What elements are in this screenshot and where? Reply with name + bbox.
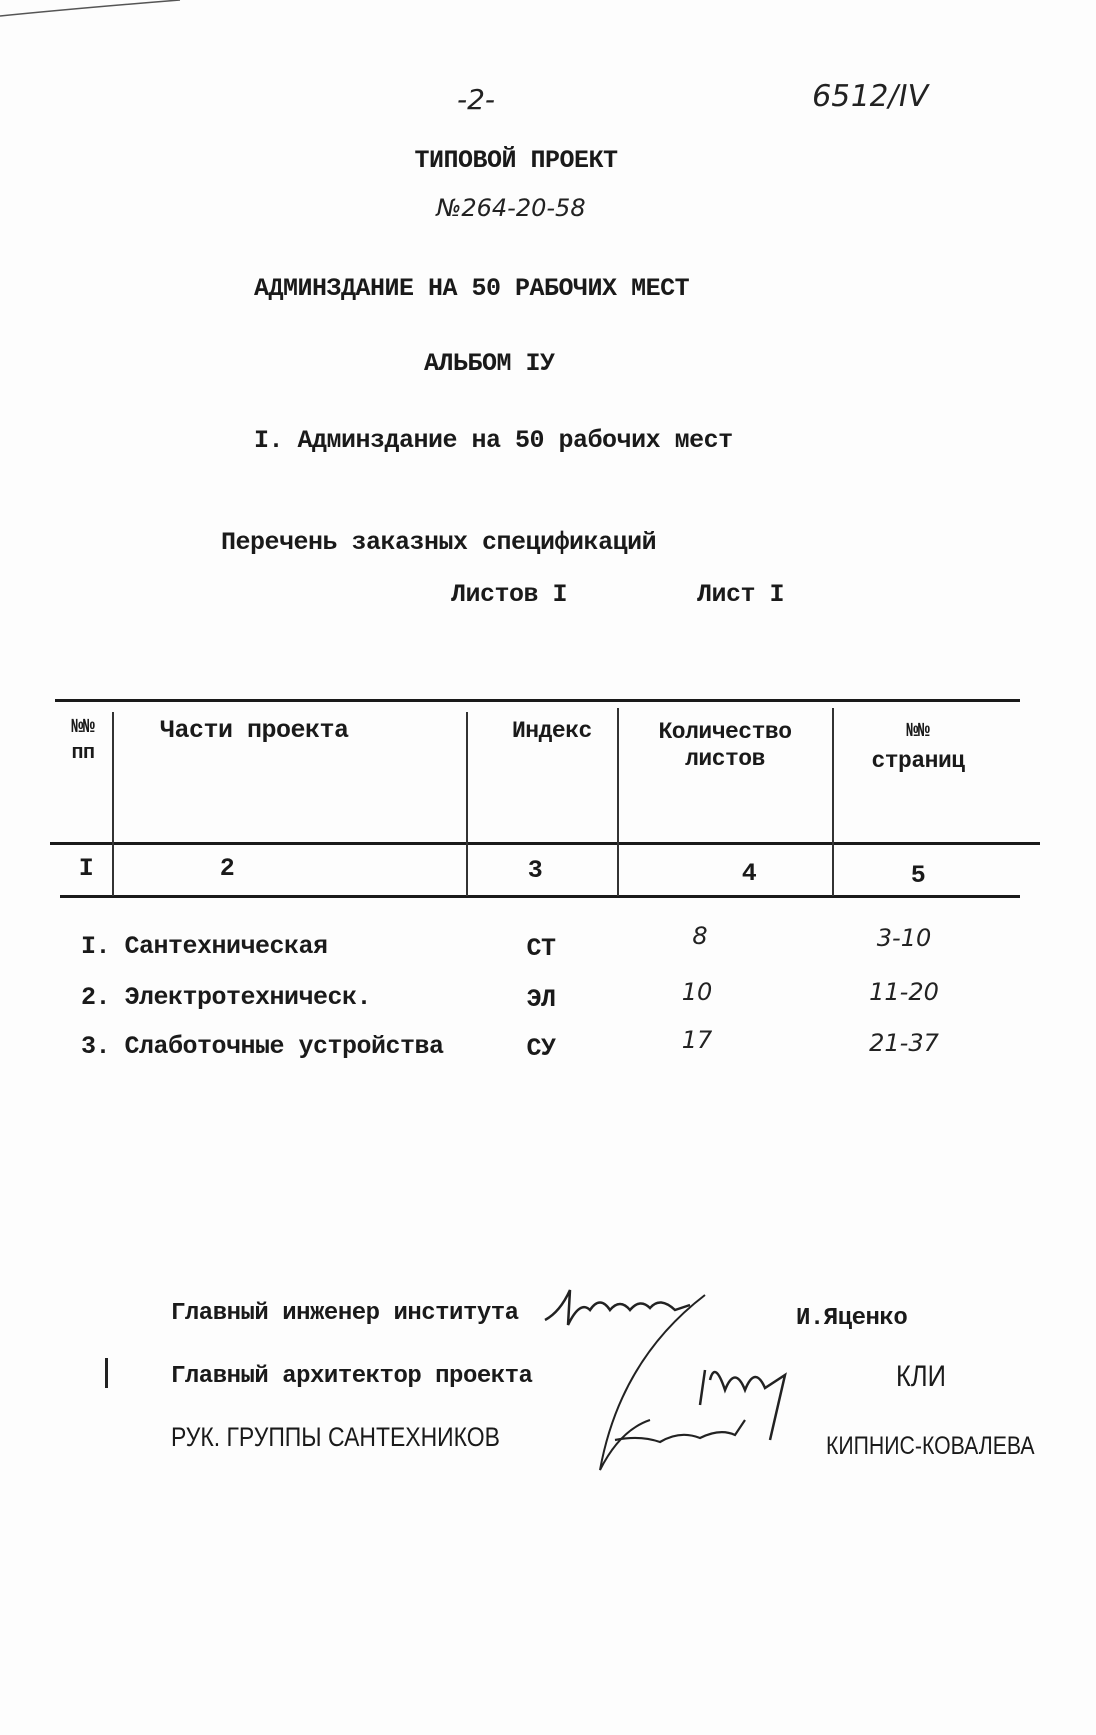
signature-role: Главный архитектор проекта (171, 1363, 533, 1390)
table-top-rule (55, 699, 1020, 702)
row-index: СУ (526, 1034, 556, 1063)
signature-name: КИПНИС-КОВАЛЕВА (826, 1432, 1035, 1460)
column-divider (466, 712, 468, 896)
header-num-line1: №№ (71, 716, 95, 739)
row-part: I. Сантехническая (81, 932, 328, 961)
column-number: 2 (219, 854, 235, 883)
section-title: I. Админздание на 50 рабочих мест (254, 426, 733, 455)
signature-name: КЛИ (896, 1360, 946, 1393)
header-pages-line1: №№ (906, 720, 930, 743)
header-num-line2: пп (71, 742, 95, 765)
row-part: 2. Электротехническ. (81, 983, 372, 1012)
page-number: -2- (456, 83, 496, 116)
row-sheets: 10 (681, 978, 713, 1006)
column-divider (832, 708, 834, 896)
margin-mark (105, 1358, 108, 1388)
header-pages-line2: страниц (871, 748, 965, 774)
signature-name: И.Яценко (796, 1305, 908, 1332)
archive-number: 6512/IV (809, 79, 932, 114)
list-title: Перечень заказных спецификаций (221, 528, 657, 557)
table-header-rule (50, 842, 1040, 845)
project-number: №264-20-58 (436, 194, 586, 222)
album-title: АЛЬБОМ IУ (424, 349, 555, 378)
row-part: 3. Слаботочные устройства (81, 1032, 444, 1061)
header-part: Части проекта (160, 716, 349, 745)
header-qty-line2: листов (685, 746, 765, 772)
document-title: ТИПОВОЙ ПРОЕКТ (414, 146, 618, 175)
column-number: 4 (741, 859, 757, 888)
sheet-number: Лист I (697, 580, 785, 609)
building-title: АДМИНЗДАНИЕ НА 50 РАБОЧИХ МЕСТ (254, 274, 690, 303)
row-index: ЭЛ (526, 985, 556, 1014)
header-index: Индекс (512, 718, 592, 744)
column-number: I (78, 854, 94, 883)
sheets-total: Листов I (451, 580, 568, 609)
row-pages: 3-10 (876, 924, 932, 952)
row-sheets: 8 (692, 922, 708, 950)
row-index: СТ (526, 934, 556, 963)
signature-role: РУК. ГРУППЫ САНТЕХНИКОВ (171, 1422, 500, 1452)
row-pages: 21-37 (869, 1029, 939, 1057)
column-number: 5 (910, 861, 926, 890)
signature-role: Главный инженер института (171, 1300, 519, 1327)
column-divider (112, 712, 114, 896)
scan-edge-line (0, 0, 200, 20)
row-pages: 11-20 (869, 978, 939, 1006)
handwritten-signatures (540, 1270, 840, 1480)
column-number: 3 (527, 856, 543, 885)
table-bottom-rule (60, 895, 1020, 898)
header-qty-line1: Количество (658, 719, 792, 745)
row-sheets: 17 (681, 1026, 713, 1054)
column-divider (617, 708, 619, 896)
